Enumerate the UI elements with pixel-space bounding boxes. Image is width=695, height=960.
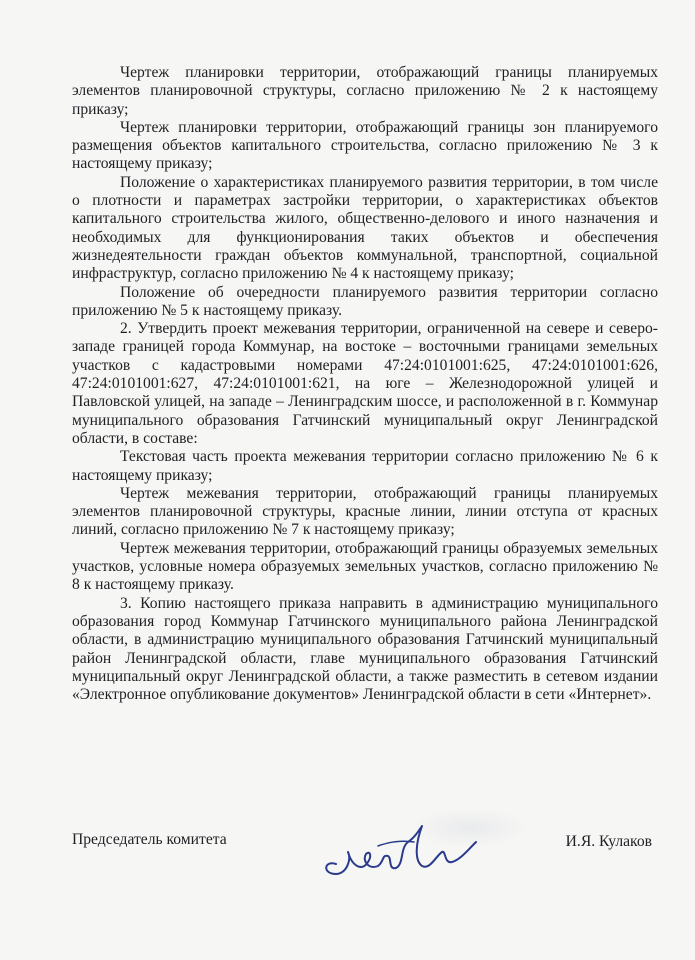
paragraph-item-2: 2. Утвердить проект межевания территории, ограниченной на севере и северо-западе границей города Коммунар, на востоке – восточными границами земельных участков с кадастровыми номерами 47:24:0101001:625, 47:24:0101001:626, 47:24:0101001:627, 47:24:0101001:621, на юге – Железнодорожной улицей и Павловской улицей, на западе – Ленинградским шоссе, и расположенной в г. Коммунар муниципального образования Гатчинский муниципальный округ Ленинградской области, в составе: bbox=[72, 320, 658, 447]
signer-name: И.Я. Кулаков bbox=[565, 833, 652, 850]
document-body bbox=[72, 64, 658, 704]
paragraph-appendix-6: Текстовая часть проекта межевания территории согласно приложению № 6 к настоящему приказу; bbox=[72, 448, 658, 484]
signer-title: Председатель комитета bbox=[72, 831, 227, 848]
paragraph-appendix-8: Чертеж межевания территории, отображающий границы образуемых земельных участков, условные номера образуемых земельных участков, согласно приложению № 8 к настоящему приказу. bbox=[72, 539, 658, 594]
handwritten-signature bbox=[318, 812, 488, 892]
paragraph-appendix-2: Чертеж планировки территории, отображающий границы планируемых элементов планировочной структуры, согласно приложению № 2 к настоящему приказу; bbox=[72, 64, 658, 118]
paragraph-appendix-7: Чертеж межевания территории, отображающий границы планируемых элементов планировочной структуры, красные линии, линии отступа от красных линий, согласно приложению № 7 к настоящему приказу; bbox=[72, 484, 658, 539]
paragraph-appendix-4: Положение о характеристиках планируемого развития территории, в том числе о плотности и параметрах застройки территории, о характеристиках объектов капитального строительства жилого, общественно-делового и иного назначения и необходимых для функционирования таких объектов и обеспечения жизнедеятельности граждан объектов коммунальной, транспортной, социальной инфраструктур, согласно приложению № 4 к настоящему приказу; bbox=[72, 173, 658, 283]
paragraph-appendix-5: Положение об очередности планируемого развития территории согласно приложению № 5 к настоящему приказу. bbox=[72, 283, 658, 319]
paragraph-appendix-3: Чертеж планировки территории, отображающий границы зон планируемого размещения объектов капитального строительства, согласно приложению № 3 к настоящему приказу; bbox=[72, 118, 658, 173]
paragraph-item-3: 3. Копию настоящего приказа направить в администрацию муниципального образования город Коммунар Гатчинского муниципального района Ленинградской области, в администрацию муниципального образования Гатчинский муниципальный район Ленинградской области, главе муниципального образования Гатчинский муниципальный округ Ленинградской области, а также разместить в сетевом издании «Электронное опубликование документов» Ленинградской области в сети «Интернет». bbox=[72, 594, 658, 704]
